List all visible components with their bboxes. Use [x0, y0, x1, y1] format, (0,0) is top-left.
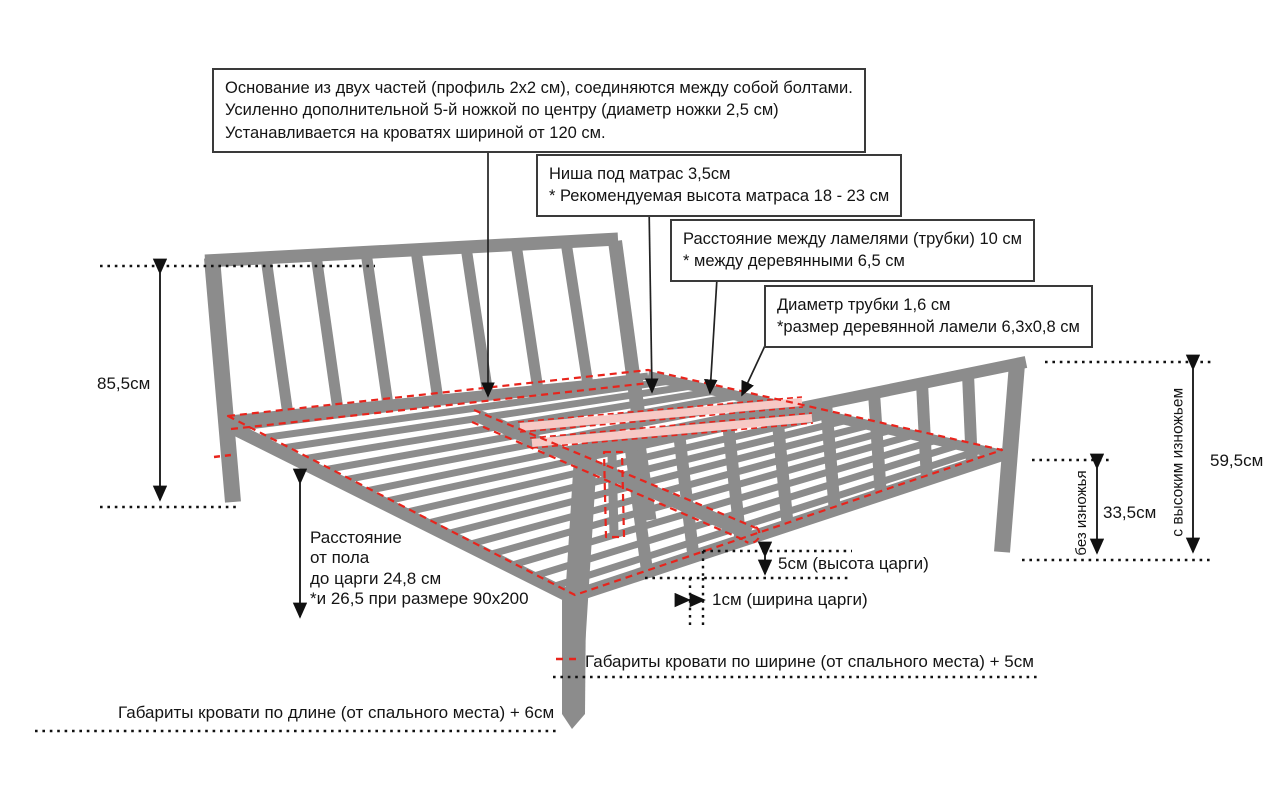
floor-to-rail-label	[310, 528, 529, 610]
rail-height-label: 5см (высота царги)	[778, 554, 929, 573]
label-line: от пола	[310, 548, 370, 568]
high-footboard-value: 59,5см	[1210, 451, 1264, 470]
slat	[874, 393, 881, 497]
callout-line: * между деревянными 6,5 см	[683, 252, 905, 271]
callout-line: * Рекомендуемая высота матраса 18 - 23 см	[549, 187, 890, 206]
slat	[516, 244, 538, 390]
no-footboard-value: 33,5см	[1103, 503, 1157, 522]
high-footboard-label: с высоким изножьем	[1169, 387, 1187, 537]
callout-line: Устанавливается на кроватях шириной от 120 см.	[225, 123, 606, 142]
length-overall-label: Габариты кровати по длине (от спального места) + 6см	[118, 703, 555, 722]
slat	[968, 374, 972, 466]
headboard-top-rail	[205, 239, 618, 261]
callout-mattress-niche	[536, 154, 902, 217]
label-line: до царги 24,8 см	[310, 568, 442, 588]
callout-line: Ниша под матрас 3,5см	[549, 165, 731, 183]
headboard-near-post	[212, 258, 233, 502]
callout-tube-diameter	[764, 285, 1093, 348]
headboard-height-label: 85,5см	[97, 374, 151, 393]
label-line: Расстояние	[310, 528, 402, 547]
slat	[316, 255, 338, 410]
slat	[416, 250, 438, 400]
slat	[366, 252, 388, 405]
no-footboard-label: без изножья	[1073, 470, 1090, 556]
callout-base-description	[212, 68, 866, 153]
slat	[566, 242, 588, 385]
headboard-slats	[266, 242, 588, 415]
leader-lamel-spacing	[710, 278, 717, 393]
width-overall-label: Габариты кровати по ширине (от спального места) + 5см	[585, 652, 1034, 671]
slat	[679, 433, 694, 561]
leader-niche	[649, 204, 652, 392]
callout-lamel-spacing	[670, 219, 1035, 282]
callout-line: Основание из двух частей (профиль 2x2 см), соединяются между собой болтами.	[225, 79, 853, 97]
callout-line: Расстояние между ламелями (трубки) 10 см	[683, 230, 1022, 248]
callout-line: Усиленно дополнительной 5-й ножкой по центру (диаметр ножки 2,5 см)	[225, 101, 779, 120]
footboard-far-leg	[1002, 364, 1017, 552]
callout-line: Диаметр трубки 1,6 см	[777, 296, 951, 314]
slat	[922, 383, 927, 481]
rail-width-label: 1см (ширина царги)	[712, 590, 868, 609]
slat	[266, 258, 288, 415]
slat	[466, 247, 488, 395]
label-line: *и 26,5 при размере 90x200	[310, 589, 529, 609]
front-near-leg	[562, 600, 586, 729]
callout-line: *размер деревянной ламели 6,3x0,8 см	[777, 318, 1080, 337]
